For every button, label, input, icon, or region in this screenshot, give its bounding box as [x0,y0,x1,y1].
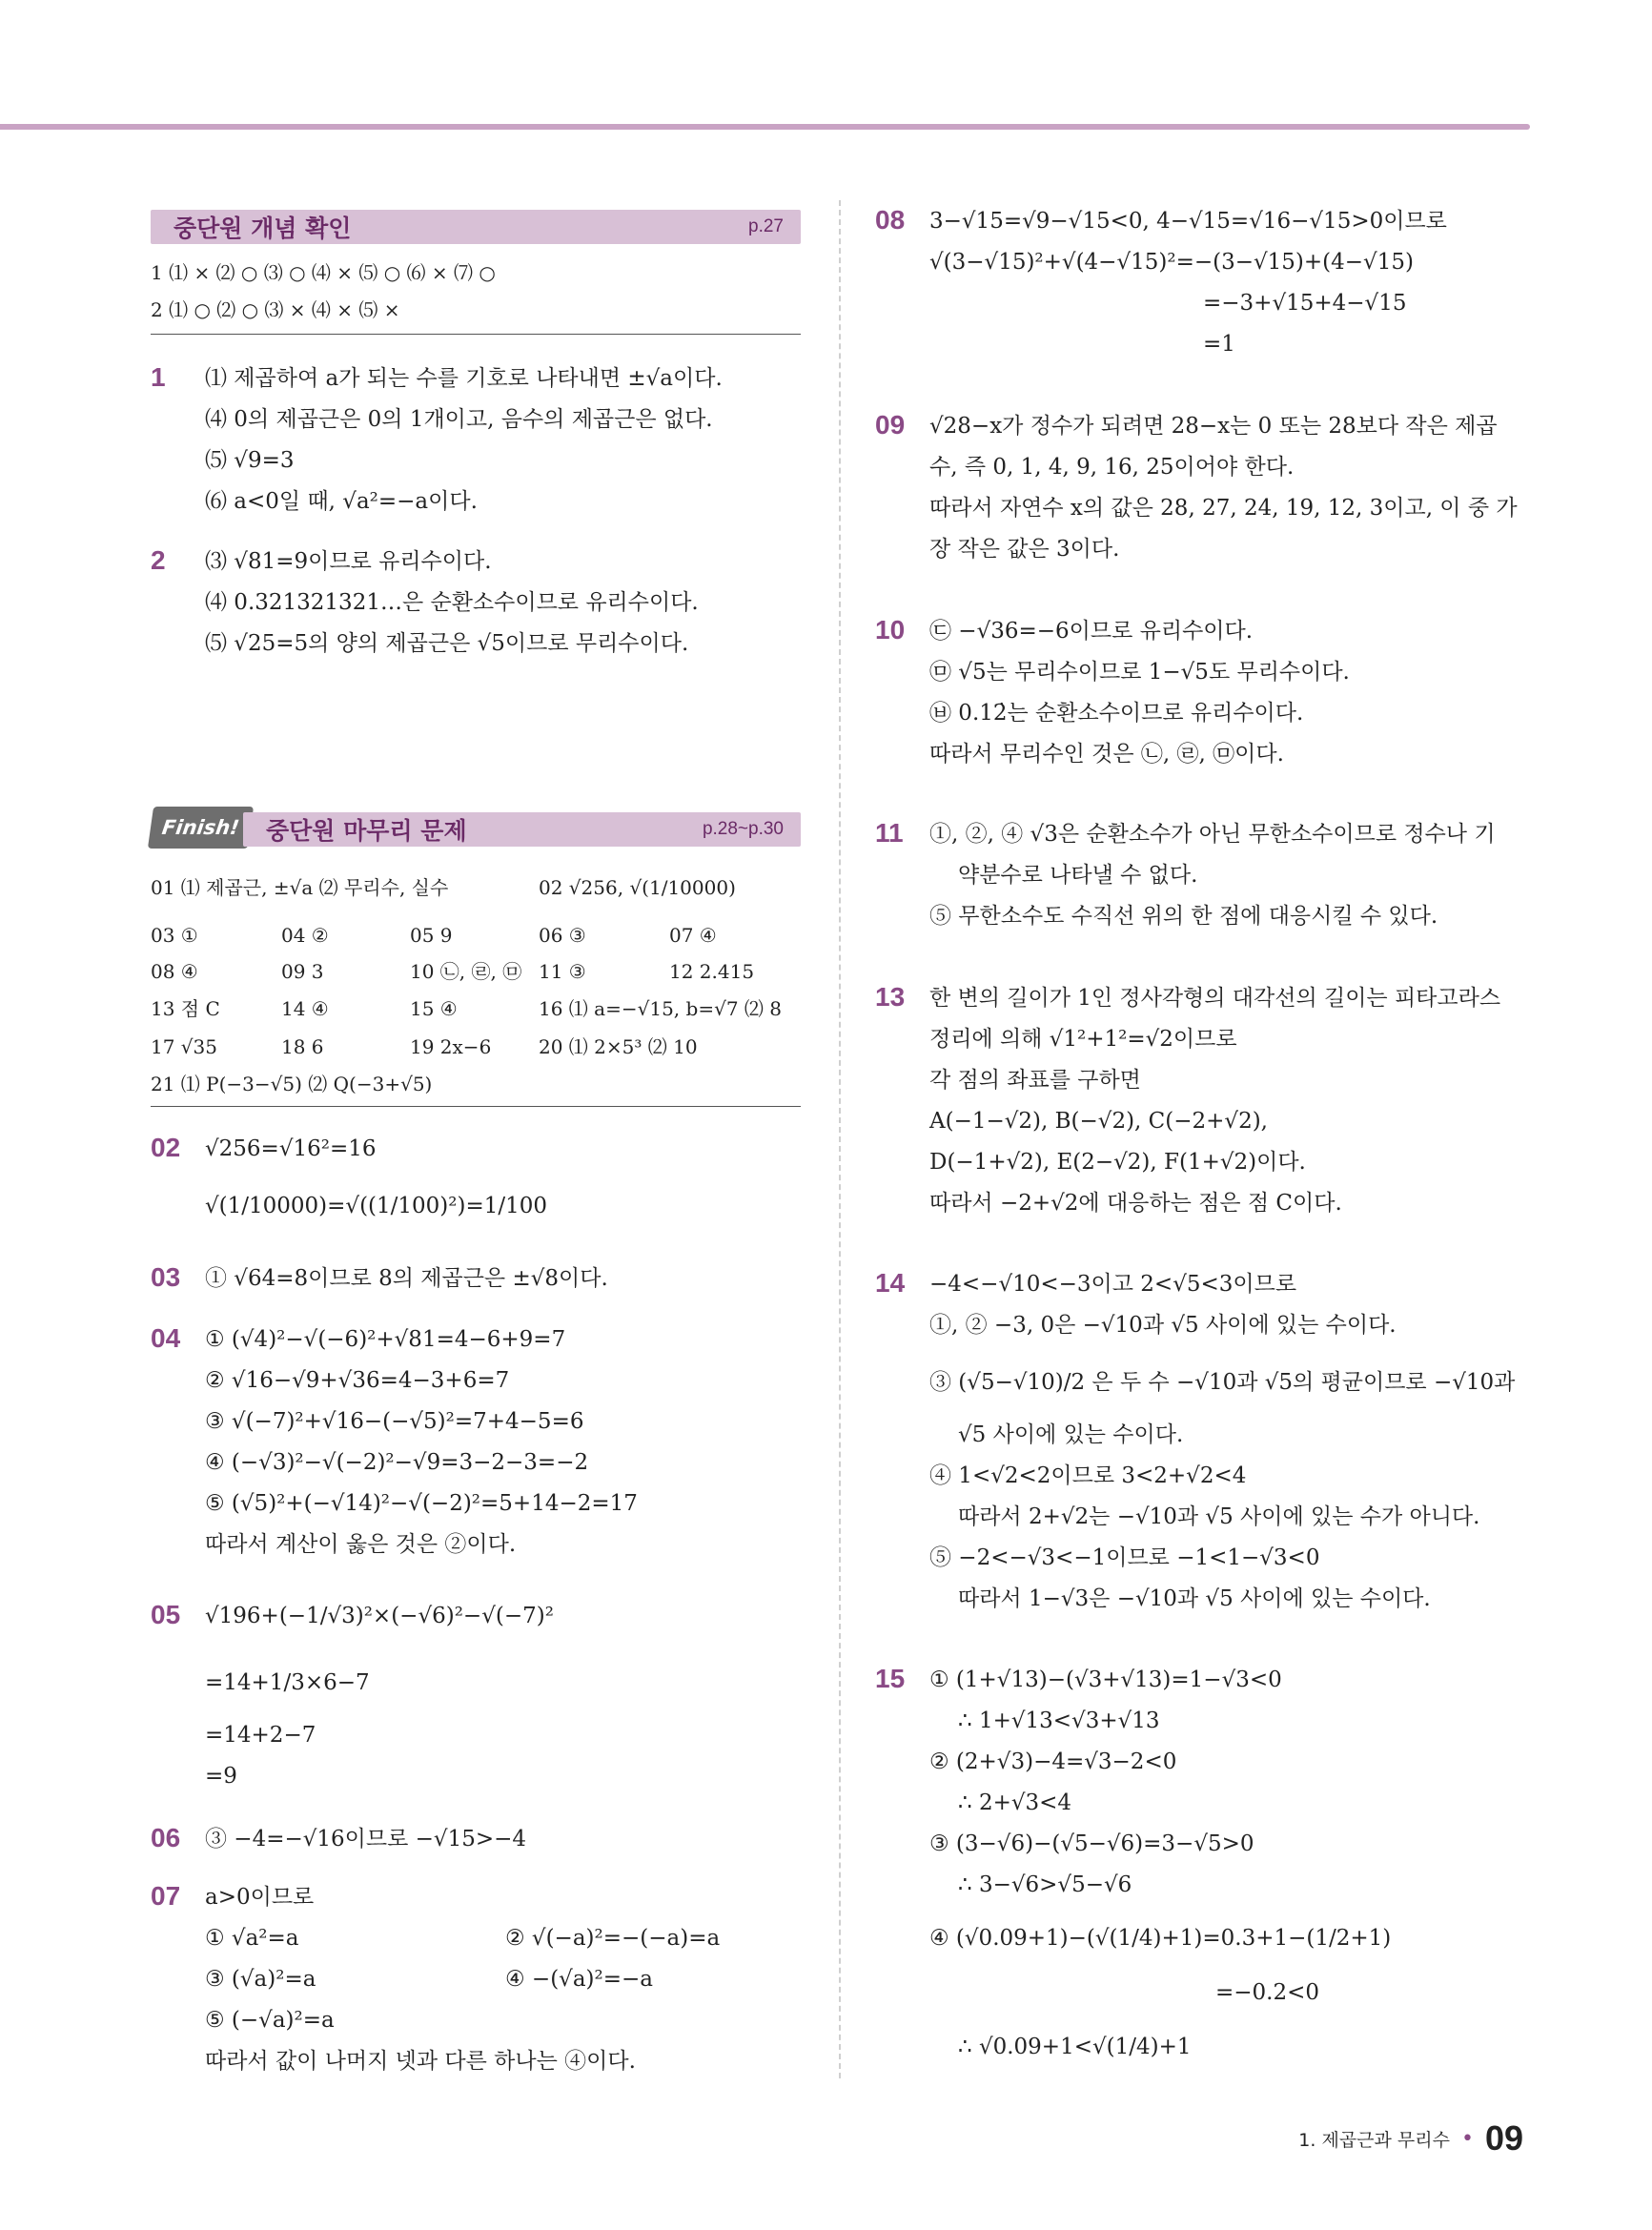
solution-line: √256=√16²=16 [205,1136,377,1161]
solution-line: ⑹ a<0일 때, √a²=−a이다. [205,489,478,514]
solution-line: ⑶ √81=9이므로 유리수이다. [205,549,492,574]
solution-line: ① (√4)²−√(−6)²+√81=4−6+9=7 [205,1327,566,1352]
solution-line: 따라서 자연수 x의 값은 28, 27, 24, 19, 12, 3이고, 이 중 가 [929,496,1518,521]
problem-number: 13 [875,982,906,1012]
answer-cell: 13 점 C [151,997,220,1020]
solution-line: −4<−√10<−3이고 2<√5<3이므로 [929,1272,1297,1297]
solution-line: ④ (−√3)²−√(−2)²−√9=3−2−3=−2 [205,1450,589,1475]
solution-line: 장 작은 값은 3이다. [929,537,1120,562]
problem-number: 05 [151,1600,181,1629]
solution-line: ⑤ −2<−√3<−1이므로 −1<1−√3<0 [929,1545,1320,1570]
solution-line: ① √a²=a [205,1926,299,1951]
solution-line: ①, ②, ④ √3은 순환소수가 아닌 무한소수이므로 정수나 기 [929,822,1496,847]
solution-line: √5 사이에 있는 수이다. [958,1422,1184,1447]
answer-cell: 16 ⑴ a=−√15, b=√7 ⑵ 8 [539,997,782,1020]
solution-line: ⑤ 무한소수도 수직선 위의 한 점에 대응시킬 수 있다. [929,904,1438,929]
section-header-concept-check [151,210,801,244]
solution-line: √196+(−1/√3)²×(−√6)²−√(−7)² [205,1604,554,1628]
answer-cell: 10 ㉡, ㉣, ㉤ [410,960,522,983]
problem-number: 14 [875,1268,906,1298]
solution-line: ㉥ 0.12̇는 순환소수이므로 유리수이다. [929,701,1304,726]
solution-line: ⑷ 0의 제곱근은 0의 1개이고, 음수의 제곱근은 없다. [205,407,713,432]
solution-line: ① (1+√13)−(√3+√13)=1−√3<0 [929,1667,1282,1692]
problem-number: 1 [151,362,166,392]
problem-number: 04 [151,1323,181,1353]
solution-line: ∴ 2+√3<4 [958,1790,1072,1815]
solution-line: ① √64=8이므로 8의 제곱근은 ±√8이다. [205,1266,608,1291]
answer-cell: 04 ② [281,924,329,947]
solution-line: ④ 1<√2<2이므로 3<2+√2<4 [929,1463,1247,1488]
solution-line: 따라서 −2+√2에 대응하는 점은 점 C이다. [929,1191,1342,1216]
problem-number: 07 [151,1881,181,1911]
section-page-ref: p.28~p.30 [702,819,784,839]
solution-line: √(1/10000)=√((1/100)²)=1/100 [205,1194,548,1218]
solution-line: =14+1/3×6−7 [205,1670,370,1695]
solution-line: =14+2−7 [205,1723,316,1748]
page-footer [1298,2118,1523,2158]
problem-number: 06 [151,1823,181,1852]
section-rule [151,334,801,335]
solution-line: 따라서 2+√2는 −√10과 √5 사이에 있는 수가 아니다. [958,1504,1480,1529]
problem-number: 02 [151,1133,181,1162]
answer-row: 1 ⑴ × ⑵ ○ ⑶ ○ ⑷ × ⑸ ○ ⑹ × ⑺ ○ [151,261,496,284]
answer-cell: 14 ④ [281,997,329,1020]
solution-line: ③ −4=−√16이므로 −√15>−4 [205,1827,527,1852]
footer-chapter: 1. 제곱근과 무리수 [1298,2129,1450,2151]
solution-line: ∴ 1+√13<√3+√13 [958,1708,1160,1733]
answer-row: 2 ⑴ ○ ⑵ ○ ⑶ × ⑷ × ⑸ × [151,298,400,321]
problem-number: 2 [151,545,166,575]
solution-line: 3−√15=√9−√15<0, 4−√15=√16−√15>0이므로 [929,209,1447,234]
solution-line: 따라서 1−√3은 −√10과 √5 사이에 있는 수이다. [958,1586,1431,1611]
solution-line: 수, 즉 0, 1, 4, 9, 16, 25이어야 한다. [929,455,1295,480]
solution-line: ⑴ 제곱하여 a가 되는 수를 기호로 나타내면 ±√a이다. [205,366,723,391]
solution-line: a>0이므로 [205,1885,315,1910]
page-number: 09 [1484,2118,1523,2158]
answer-cell: 15 ④ [410,997,458,1020]
solution-line: ⑸ √25=5의 양의 제곱근은 √5이므로 무리수이다. [205,631,689,656]
solution-line: ⑸ √9=3 [205,448,295,473]
problem-number: 08 [875,205,906,235]
solution-line: 따라서 무리수인 것은 ㉡, ㉣, ㉤이다. [929,742,1284,767]
solution-line: 각 점의 좌표를 구하면 [929,1068,1141,1093]
section-title: 중단원 마무리 문제 [266,817,467,845]
problem-number: 03 [151,1262,181,1292]
solution-line: √(3−√15)²+√(4−√15)²=−(3−√15)+(4−√15) [929,250,1414,275]
solution-line: ③ √(−7)²+√16−(−√5)²=7+4−5=6 [205,1409,584,1434]
solution-line: ㉤ √5는 무리수이므로 1−√5도 무리수이다. [929,660,1350,685]
solution-line: 따라서 계산이 옳은 것은 ②이다. [205,1532,517,1557]
solution-line: ② √16−√9+√36=4−3+6=7 [205,1368,510,1393]
solution-line: =1 [1203,332,1235,357]
answer-cell: 17 √35 [151,1035,217,1058]
solution-line: ㉢ −√36=−6이므로 유리수이다. [929,619,1254,644]
answer-cell: 12 2.415 [669,960,755,983]
solution-line: ⑤ (√5)²+(−√14)²−√(−2)²=5+14−2=17 [205,1491,638,1516]
solution-line: ③ (3−√6)−(√5−√6)=3−√5>0 [929,1831,1254,1856]
answer-cell: 01 ⑴ 제곱근, ±√a ⑵ 무리수, 실수 [151,876,449,899]
problem-number: 11 [875,818,904,848]
section-rule [151,1106,801,1107]
solution-line: ∴ √0.09+1<√(1/4)+1 [958,2035,1192,2059]
section-title: 중단원 개념 확인 [173,215,352,242]
solution-line: D(−1+√2), E(2−√2), F(1+√2)이다. [929,1150,1306,1175]
problem-number: 09 [875,410,906,440]
answer-cell: 07 ④ [669,924,717,947]
section-header-review-problems [243,812,801,847]
solution-line: =−0.2<0 [1215,1980,1320,2005]
answer-cell: 21 ⑴ P(−3−√5) ⑵ Q(−3+√5) [151,1073,433,1095]
solution-line: =9 [205,1764,237,1789]
solution-line: ② √(−a)²=−(−a)=a [505,1926,721,1951]
solution-line: ∴ 3−√6>√5−√6 [958,1872,1132,1897]
solution-line: ④ (√0.09+1)−(√(1/4)+1)=0.3+1−(1/2+1) [929,1926,1392,1951]
answer-cell: 08 ④ [151,960,198,983]
answer-cell: 06 ③ [539,924,586,947]
solution-line: ③ (√5−√10)/2 은 두 수 −√10과 √5의 평균이므로 −√10과 [929,1370,1516,1395]
answer-cell: 02 √256, √(1/10000) [539,876,736,899]
solution-line: =−3+√15+4−√15 [1203,291,1407,316]
solution-line: ② (2+√3)−4=√3−2<0 [929,1749,1177,1774]
solution-line: 한 변의 길이가 1인 정사각형의 대각선의 길이는 피타고라스 [929,986,1501,1011]
solution-line: 정리에 의해 √1²+1²=√2이므로 [929,1027,1237,1052]
answer-cell: 19 2x−6 [410,1035,492,1058]
solution-line: A(−1−√2), B(−√2), C(−2+√2), [929,1109,1268,1134]
solution-line: ⑤ (−√a)²=a [205,2008,335,2033]
solution-line: 따라서 값이 나머지 넷과 다른 하나는 ④이다. [205,2049,636,2074]
footer-bullet-icon: • [1460,2126,1474,2151]
problem-number: 10 [875,615,906,644]
solution-line: ⑷ 0.321321321…은 순환소수이므로 유리수이다. [205,590,699,615]
solution-line: √28−x가 정수가 되려면 28−x는 0 또는 28보다 작은 제곱 [929,414,1498,439]
answer-cell: 11 ③ [539,960,586,983]
answer-cell: 03 ① [151,924,198,947]
solution-line: ④ −(√a)²=−a [505,1967,653,1992]
answer-cell: 18 6 [281,1035,324,1058]
answer-cell: 20 ⑴ 2×5³ ⑵ 10 [539,1035,698,1058]
solution-line: 약분수로 나타낼 수 없다. [958,863,1198,888]
top-decorative-rule [0,124,1530,130]
problem-number: 15 [875,1664,906,1693]
solution-line: ③ (√a)²=a [205,1967,316,1992]
answer-cell: 05 9 [410,924,453,947]
solution-line: ①, ② −3, 0은 −√10과 √5 사이에 있는 수이다. [929,1313,1397,1338]
finish-badge: Finish! [148,807,254,849]
column-divider [839,200,841,2078]
answer-cell: 09 3 [281,960,324,983]
section-page-ref: p.27 [748,216,784,236]
